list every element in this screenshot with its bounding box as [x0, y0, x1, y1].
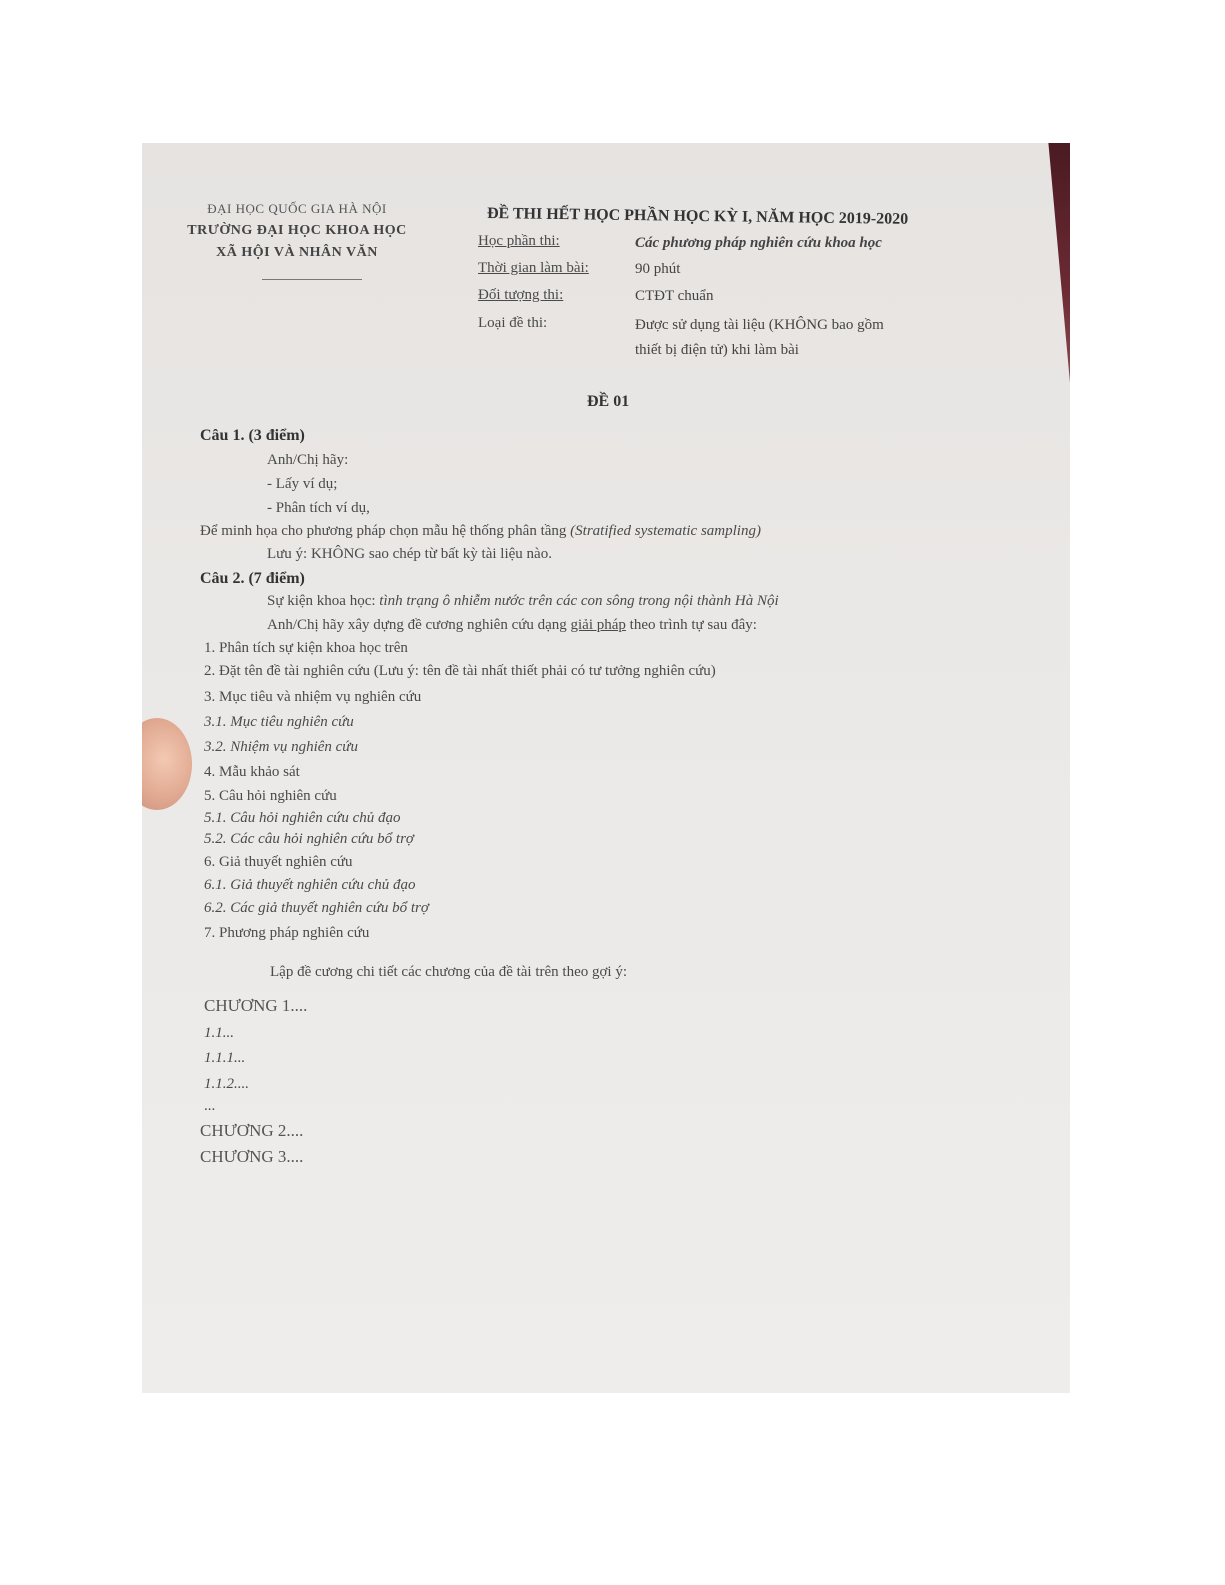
exam-photo [142, 143, 1070, 1393]
question1-note: Lưu ý: KHÔNG sao chép từ bất kỳ tài liệu nào. [267, 546, 552, 562]
university-name: ĐẠI HỌC QUỐC GIA HÀ NỘI [207, 201, 387, 216]
question1-main-italic: (Stratified systematic sampling) [570, 523, 761, 539]
school-name-line2: XÃ HỘI VÀ NHÂN VĂN [216, 245, 378, 260]
outline-subitem: 6.1. Giả thuyết nghiên cứu chủ đạo [204, 877, 416, 893]
question2-instruction-text: Anh/Chị hãy xây dựng đề cương nghiên cứu dạng [267, 617, 571, 633]
exam-code: ĐỀ 01 [587, 393, 630, 410]
field-value-type-cont: thiết bị điện tử) khi làm bài [635, 342, 799, 358]
outline-item: 1. Phân tích sự kiện khoa học trên [204, 640, 408, 656]
outline-subitem: 5.1. Câu hỏi nghiên cứu chủ đạo [204, 810, 401, 826]
field-label-time: Thời gian làm bài: [478, 260, 589, 276]
field-value-target: CTĐT chuẩn [635, 288, 714, 304]
question2-instruction-suffix: theo trình tự sau đây: [625, 617, 757, 633]
chapter-line: 1.1... [204, 1025, 234, 1041]
field-label-course: Học phần thi: [478, 233, 560, 249]
field-label-type: Loại đề thi: [478, 315, 548, 331]
outline-intro: Lập đề cương chi tiết các chương của đề tài trên theo gợi ý: [270, 964, 628, 980]
school-name-line1: TRƯỜNG ĐẠI HỌC KHOA HỌC [187, 223, 407, 238]
outline-subitem: 5.2. Các câu hỏi nghiên cứu bổ trợ [204, 831, 414, 847]
question2-event-italic: tình trạng ô nhiễm nước trên các con sông trong nội thành Hà Nội [379, 593, 779, 609]
question2-instruction [267, 617, 757, 634]
outline-subitem: 3.1. Mục tiêu nghiên cứu [204, 714, 354, 730]
outline-item: 7. Phương pháp nghiên cứu [204, 925, 370, 941]
outline-item: 4. Mẫu khảo sát [204, 764, 300, 780]
question1-main-text: Để minh họa cho phương pháp chọn mẫu hệ thống phân tầng [200, 523, 571, 539]
field-value-time: 90 phút [635, 261, 681, 277]
question1-main [200, 523, 761, 540]
question1-line: Anh/Chị hãy: [267, 452, 349, 468]
chapter-line: CHƯƠNG 1.... [204, 996, 308, 1015]
outline-subitem: 6.2. Các giả thuyết nghiên cứu bổ trợ [204, 900, 429, 916]
question2-instruction-underline: giải pháp [570, 617, 626, 633]
chapter-line: CHƯƠNG 3.... [200, 1147, 304, 1166]
chapter-line: 1.1.1... [204, 1050, 246, 1066]
question2-heading: Câu 2. (7 điểm) [200, 570, 305, 587]
question1-line: - Lấy ví dụ; [267, 476, 338, 492]
field-value-type: Được sử dụng tài liệu (KHÔNG bao gồm [635, 317, 884, 333]
outline-item: 6. Giả thuyết nghiên cứu [204, 854, 353, 870]
chapter-line: CHƯƠNG 2.... [200, 1121, 304, 1140]
exam-paper [142, 143, 1070, 1393]
question1-line: - Phân tích ví dụ, [267, 500, 370, 516]
chapter-line: ... [204, 1098, 216, 1114]
field-value-course: Các phương pháp nghiên cứu khoa học [635, 235, 882, 251]
outline-subitem: 3.2. Nhiệm vụ nghiên cứu [204, 739, 358, 755]
header-divider [262, 279, 362, 280]
field-label-target: Đối tượng thi: [478, 287, 564, 303]
question2-event [267, 593, 779, 610]
chapter-line: 1.1.2.... [204, 1076, 249, 1092]
exam-title: ĐỀ THI HẾT HỌC PHẦN HỌC KỲ I, NĂM HỌC 2019-2020 [486, 205, 909, 228]
question2-event-text: Sự kiện khoa học: [267, 593, 380, 609]
outline-item: 3. Mục tiêu và nhiệm vụ nghiên cứu [204, 689, 422, 705]
outline-item: 5. Câu hỏi nghiên cứu [204, 788, 337, 804]
question1-heading: Câu 1. (3 điểm) [200, 427, 305, 444]
outline-item: 2. Đặt tên đề tài nghiên cứu (Lưu ý: tên đề tài nhất thiết phải có tư tưởng nghiên cứu) [204, 663, 716, 679]
